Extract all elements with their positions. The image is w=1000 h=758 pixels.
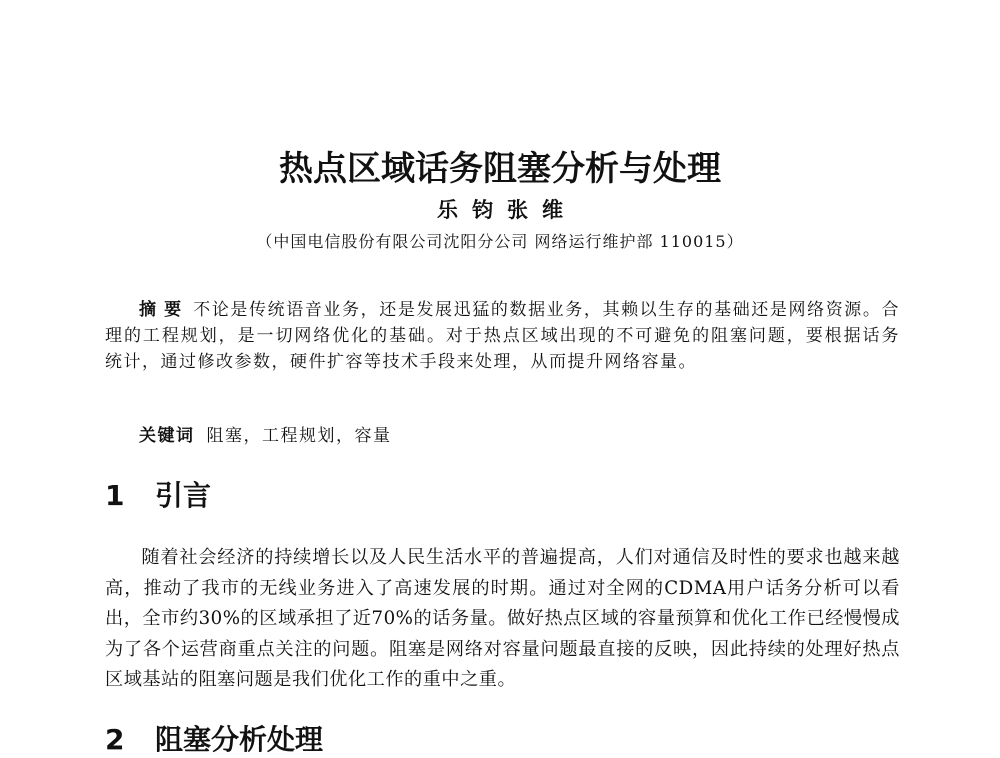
keywords-label: 关键词 <box>139 426 195 446</box>
section-title: 引言 <box>155 479 212 512</box>
section-number: 2 <box>105 723 125 756</box>
abstract-label: 摘要 <box>139 300 190 320</box>
section-title: 阻塞分析处理 <box>155 723 324 756</box>
abstract-block <box>105 297 900 375</box>
keywords-block <box>105 423 900 449</box>
abstract-text: 不论是传统语音业务，还是发展迅猛的数据业务，其赖以生存的基础还是网络资源。合理的工程规划，是一切网络优化的基础。对于热点区域出现的不可避免的阻塞问题，要根据话务统计，通过修改参数，硬件扩容等技术手段来处理，从而提升网络容量。 <box>105 300 901 372</box>
section-heading-1 <box>105 478 211 514</box>
section-1-paragraph: 随着社会经济的持续增长以及人民生活水平的普遍提高，人们对通信及时性的要求也越来越高，推动了我市的无线业务进入了高速发展的时期。通过对全网的CDMA用户话务分析可以看出，全市约30%的区域承担了近70%的话务量。做好热点区域的容量预算和优化工作已经慢慢成为了各个运营商重点关注的问题。阻塞是网络对容量问题最直接的反映，因此持续的处理好热点区域基站的阻塞问题是我们优化工作的重中之重。 <box>105 547 900 690</box>
section-heading-2 <box>105 722 323 758</box>
paper-title: 热点区域话务阻塞分析与处理 <box>279 149 721 189</box>
paper-authors: 乐钧张维 <box>437 198 577 222</box>
section-number: 1 <box>105 479 125 512</box>
keywords-text: 阻塞，工程规划，容量 <box>206 426 392 446</box>
author-affiliation: （中国电信股份有限公司沈阳分公司 网络运行维护部 110015） <box>256 232 744 251</box>
